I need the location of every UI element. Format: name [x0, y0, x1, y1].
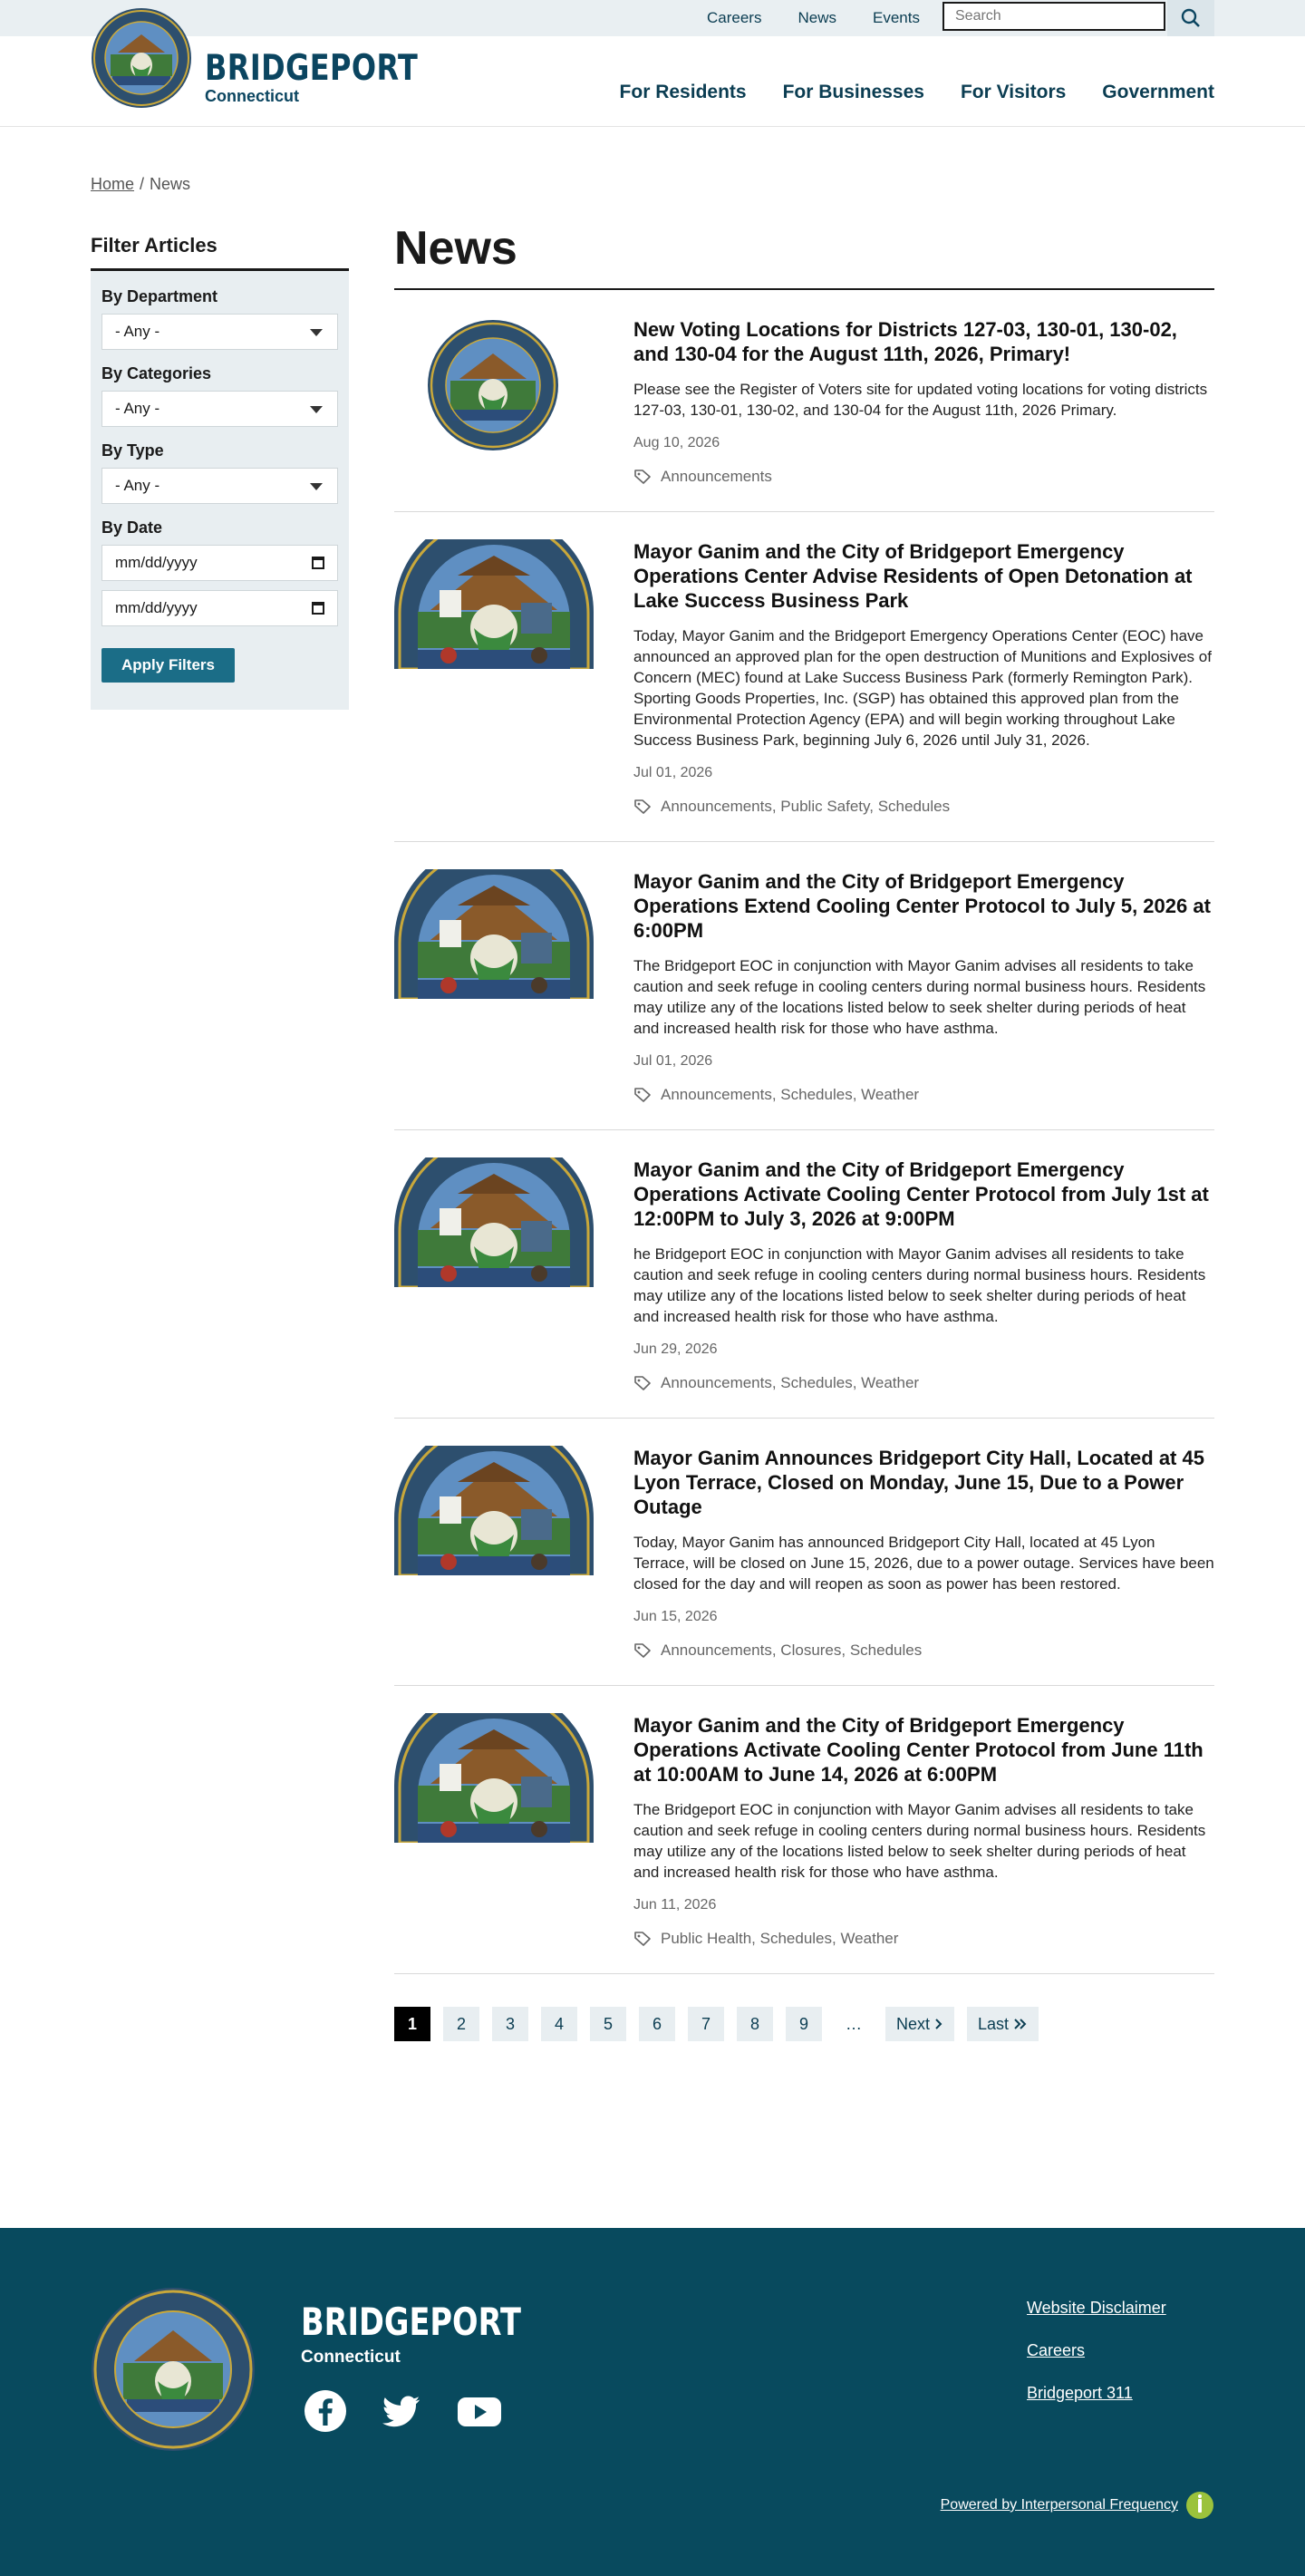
- breadcrumb-current: News: [150, 175, 191, 193]
- type-label: By Type: [102, 441, 164, 460]
- nav-government[interactable]: Government: [1102, 82, 1214, 102]
- social-links: [304, 2389, 503, 2433]
- tag-icon: [633, 1931, 652, 1947]
- footer-brand-state: Connecticut: [301, 2348, 401, 2367]
- powered-by-link[interactable]: Powered by Interpersonal Frequency: [940, 2497, 1178, 2513]
- news-main: [394, 219, 1214, 2041]
- article-tag-list[interactable]: Announcements: [661, 468, 772, 485]
- footer-link-bridgeport-311[interactable]: Bridgeport 311: [1027, 2384, 1133, 2402]
- article-summary: Today, Mayor Ganim and the Bridgeport Emergency Operations Center (EOC) have announced an approved plan for the open destruction of Munitions and Explosives of Concern (MEC) found at Lake Success Business Park (formerly Remington Park). Sporting Goods Properties, Inc. (SGP) has obtained this approved plan from the Environmental Protection Agency (EPA) and will begin working throughout Lake Success Business Park, beginning July 6, 2026 until July 31, 2026.: [633, 627, 1212, 749]
- article-item: [394, 512, 1214, 842]
- article-tags: [633, 1930, 1214, 1948]
- date-from-value: mm/dd/yyyy: [115, 554, 198, 571]
- article-date: Jun 15, 2026: [633, 1609, 718, 1624]
- article-tags: [633, 1086, 1214, 1104]
- date-to-input[interactable]: [102, 590, 338, 626]
- site-header: [0, 36, 1305, 127]
- article-item: [394, 290, 1214, 512]
- tag-icon: [633, 799, 652, 815]
- article-item: [394, 1130, 1214, 1419]
- utility-link-news[interactable]: News: [798, 9, 836, 26]
- utility-links: [707, 0, 920, 36]
- article-thumbnail[interactable]: [394, 1713, 633, 1849]
- pagination: [394, 2007, 1214, 2041]
- filter-title: Filter Articles: [91, 234, 349, 271]
- article-summary: The Bridgeport EOC in conjunction with Mayor Ganim advises all residents to take caution and seek refuge in cooling centers during normal business hours. Residents may utilize any of the locations listed below to seek shelter during periods of heat and increased health risk for those who have asthma.: [633, 1801, 1206, 1881]
- search-icon: [1181, 8, 1201, 28]
- article-thumbnail-seal[interactable]: [394, 1713, 594, 1843]
- article-title[interactable]: Mayor Ganim and the City of Bridgeport Emergency Operations Center Advise Residents of Open Detonation at Lake Success Business Park: [633, 540, 1193, 612]
- article-item: [394, 1686, 1214, 1974]
- chevron-down-icon: [310, 406, 323, 413]
- article-summary: The Bridgeport EOC in conjunction with Mayor Ganim advises all residents to take caution and seek refuge in cooling centers during normal business hours. Residents may utilize any of the locations listed below to seek shelter during periods of heat and increased health risk for those who have asthma.: [633, 957, 1206, 1037]
- article-tag-list[interactable]: Public Health, Schedules, Weather: [661, 1930, 899, 1947]
- breadcrumb-separator: /: [140, 175, 145, 193]
- chevron-right-icon: [934, 2018, 943, 2030]
- twitter-icon[interactable]: [380, 2389, 423, 2433]
- article-tag-list[interactable]: Announcements, Schedules, Weather: [661, 1374, 920, 1391]
- youtube-icon[interactable]: [456, 2389, 503, 2433]
- utility-bar: [0, 0, 1305, 36]
- footer-brand: [301, 2300, 576, 2368]
- utility-link-careers[interactable]: Careers: [707, 9, 762, 26]
- article-summary: Today, Mayor Ganim has announced Bridgeport City Hall, located at 45 Lyon Terrace, will be closed on June 15, 2026, due to a power outage. Services have been closed for the day and will reopen as soon as power has been restored.: [633, 1534, 1214, 1593]
- date-to-value: mm/dd/yyyy: [115, 599, 198, 616]
- article-thumbnail[interactable]: [394, 317, 633, 453]
- date-from-input[interactable]: [102, 545, 338, 581]
- page-5-button[interactable]: 5: [590, 2007, 626, 2041]
- article-tag-list[interactable]: Announcements, Closures, Schedules: [661, 1641, 923, 1659]
- page-7-button[interactable]: 7: [688, 2007, 724, 2041]
- page-9-button[interactable]: 9: [786, 2007, 822, 2041]
- article-thumbnail-seal[interactable]: [394, 1446, 594, 1575]
- article-title[interactable]: Mayor Ganim Announces Bridgeport City Hall, Located at 45 Lyon Terrace, Closed on Monday, June 15, Due to a Power Outage: [633, 1447, 1204, 1518]
- article-list: [394, 290, 1214, 1974]
- article-date: Jul 01, 2026: [633, 765, 713, 780]
- tag-icon: [633, 469, 652, 485]
- brand-name: BRIDGEPORT: [205, 48, 419, 89]
- last-page-button[interactable]: [967, 2007, 1039, 2041]
- breadcrumb-home[interactable]: Home: [91, 175, 135, 193]
- nav-for-businesses[interactable]: For Businesses: [782, 82, 924, 102]
- tag-icon: [633, 1087, 652, 1103]
- utility-link-events[interactable]: Events: [872, 9, 920, 26]
- article-body: [633, 317, 1214, 486]
- page-6-button[interactable]: 6: [639, 2007, 675, 2041]
- chevron-down-icon: [310, 329, 323, 336]
- city-seal-logo[interactable]: [91, 7, 192, 109]
- article-thumbnail[interactable]: [394, 1157, 633, 1293]
- article-item: [394, 1419, 1214, 1686]
- article-summary: Please see the Register of Voters site for updated voting locations for voting districts 127-03, 130-01, 130-02, and 130-04 for the August 11th, 2026 Primary.: [633, 381, 1208, 419]
- page-title: News: [394, 219, 1214, 290]
- article-thumbnail[interactable]: [394, 869, 633, 1005]
- article-title[interactable]: Mayor Ganim and the City of Bridgeport Emergency Operations Activate Cooling Center Protocol from June 11th at 10:00AM to June 14, 2026 at 6:00PM: [633, 1714, 1204, 1786]
- article-date: Jun 11, 2026: [633, 1897, 717, 1913]
- article-tags: [633, 1374, 1214, 1392]
- article-date: Jul 01, 2026: [633, 1053, 713, 1069]
- pager-ellipsis: …: [846, 2014, 862, 2033]
- article-title[interactable]: Mayor Ganim and the City of Bridgeport Emergency Operations Activate Cooling Center Protocol from July 1st at 12:00PM to July 3, 2026 at 9:00PM: [633, 1158, 1209, 1230]
- article-body: [633, 1713, 1214, 1948]
- search-input[interactable]: [942, 2, 1165, 31]
- site-footer: [0, 2228, 1305, 2576]
- article-date: Jun 29, 2026: [633, 1341, 718, 1357]
- article-body: [633, 869, 1214, 1104]
- vendor-logo-icon[interactable]: [1185, 2491, 1214, 2520]
- page-1-button[interactable]: 1: [394, 2007, 430, 2041]
- department-value: - Any -: [115, 323, 160, 340]
- last-label: Last: [978, 2014, 1010, 2033]
- filter-sidebar: [91, 234, 349, 710]
- filter-form: [91, 271, 349, 710]
- article-thumbnail[interactable]: [394, 1446, 633, 1582]
- apply-filters-button[interactable]: Apply Filters: [102, 648, 235, 683]
- article-body: [633, 539, 1214, 816]
- article-title[interactable]: Mayor Ganim and the City of Bridgeport Emergency Operations Extend Cooling Center Protocol to July 5, 2026 at 6:00PM: [633, 870, 1211, 942]
- nav-for-visitors[interactable]: For Visitors: [960, 82, 1067, 102]
- next-page-button[interactable]: [885, 2007, 954, 2041]
- calendar-icon[interactable]: [312, 602, 324, 615]
- page-2-button[interactable]: 2: [443, 2007, 479, 2041]
- page-8-button[interactable]: 8: [737, 2007, 773, 2041]
- article-tags: [633, 468, 1214, 486]
- categories-label: By Categories: [102, 364, 212, 383]
- powered-by: [941, 2491, 1214, 2520]
- search-button[interactable]: [1167, 0, 1214, 36]
- article-thumbnail-seal[interactable]: [394, 539, 594, 669]
- categories-select[interactable]: [102, 391, 338, 427]
- article-body: [633, 1157, 1214, 1392]
- page-3-button[interactable]: 3: [492, 2007, 528, 2041]
- calendar-icon[interactable]: [312, 557, 324, 569]
- article-thumbnail[interactable]: [394, 539, 633, 675]
- facebook-icon[interactable]: [304, 2389, 347, 2433]
- article-tags: [633, 798, 1214, 816]
- article-thumbnail-seal[interactable]: [394, 1157, 594, 1287]
- brand-state: Connecticut: [205, 87, 300, 105]
- nav-for-residents[interactable]: For Residents: [619, 82, 747, 102]
- article-title[interactable]: New Voting Locations for Districts 127-03, 130-01, 130-02, and 130-04 for the August 11th, 2026, Primary!: [633, 318, 1177, 365]
- article-date: Aug 10, 2026: [633, 435, 720, 450]
- article-thumbnail-seal[interactable]: [394, 869, 594, 999]
- tag-icon: [633, 1642, 652, 1659]
- article-thumbnail-seal[interactable]: [425, 317, 561, 453]
- categories-value: - Any -: [115, 400, 160, 417]
- department-select[interactable]: [102, 314, 338, 350]
- type-select[interactable]: [102, 468, 338, 504]
- breadcrumb: [91, 175, 190, 194]
- chevron-down-icon: [310, 483, 323, 490]
- footer-link-website-disclaimer[interactable]: Website Disclaimer: [1027, 2299, 1166, 2317]
- footer-city-seal: [91, 2287, 256, 2452]
- department-label: By Department: [102, 287, 218, 305]
- article-body: [633, 1446, 1214, 1660]
- footer-links: [1027, 2299, 1166, 2403]
- footer-brand-name: BRIDGEPORT: [301, 2300, 521, 2344]
- tag-icon: [633, 1375, 652, 1391]
- article-summary: he Bridgeport EOC in conjunction with Mayor Ganim advises all residents to take caution and seek refuge in cooling centers during normal business hours. Residents may utilize any of the locations listed below to seek shelter during periods of heat and increased health risk for those who have asthma.: [633, 1245, 1206, 1325]
- article-tag-list[interactable]: Announcements, Public Safety, Schedules: [661, 798, 951, 815]
- type-value: - Any -: [115, 477, 160, 494]
- footer-link-careers[interactable]: Careers: [1027, 2341, 1086, 2359]
- main-nav: [620, 82, 1214, 103]
- article-tags: [633, 1641, 1214, 1660]
- article-tag-list[interactable]: Announcements, Schedules, Weather: [661, 1086, 920, 1103]
- date-label: By Date: [102, 518, 163, 537]
- brand[interactable]: [205, 49, 465, 106]
- page-4-button[interactable]: 4: [541, 2007, 577, 2041]
- next-label: Next: [896, 2014, 931, 2033]
- double-chevron-right-icon: [1013, 2018, 1028, 2030]
- article-item: [394, 842, 1214, 1130]
